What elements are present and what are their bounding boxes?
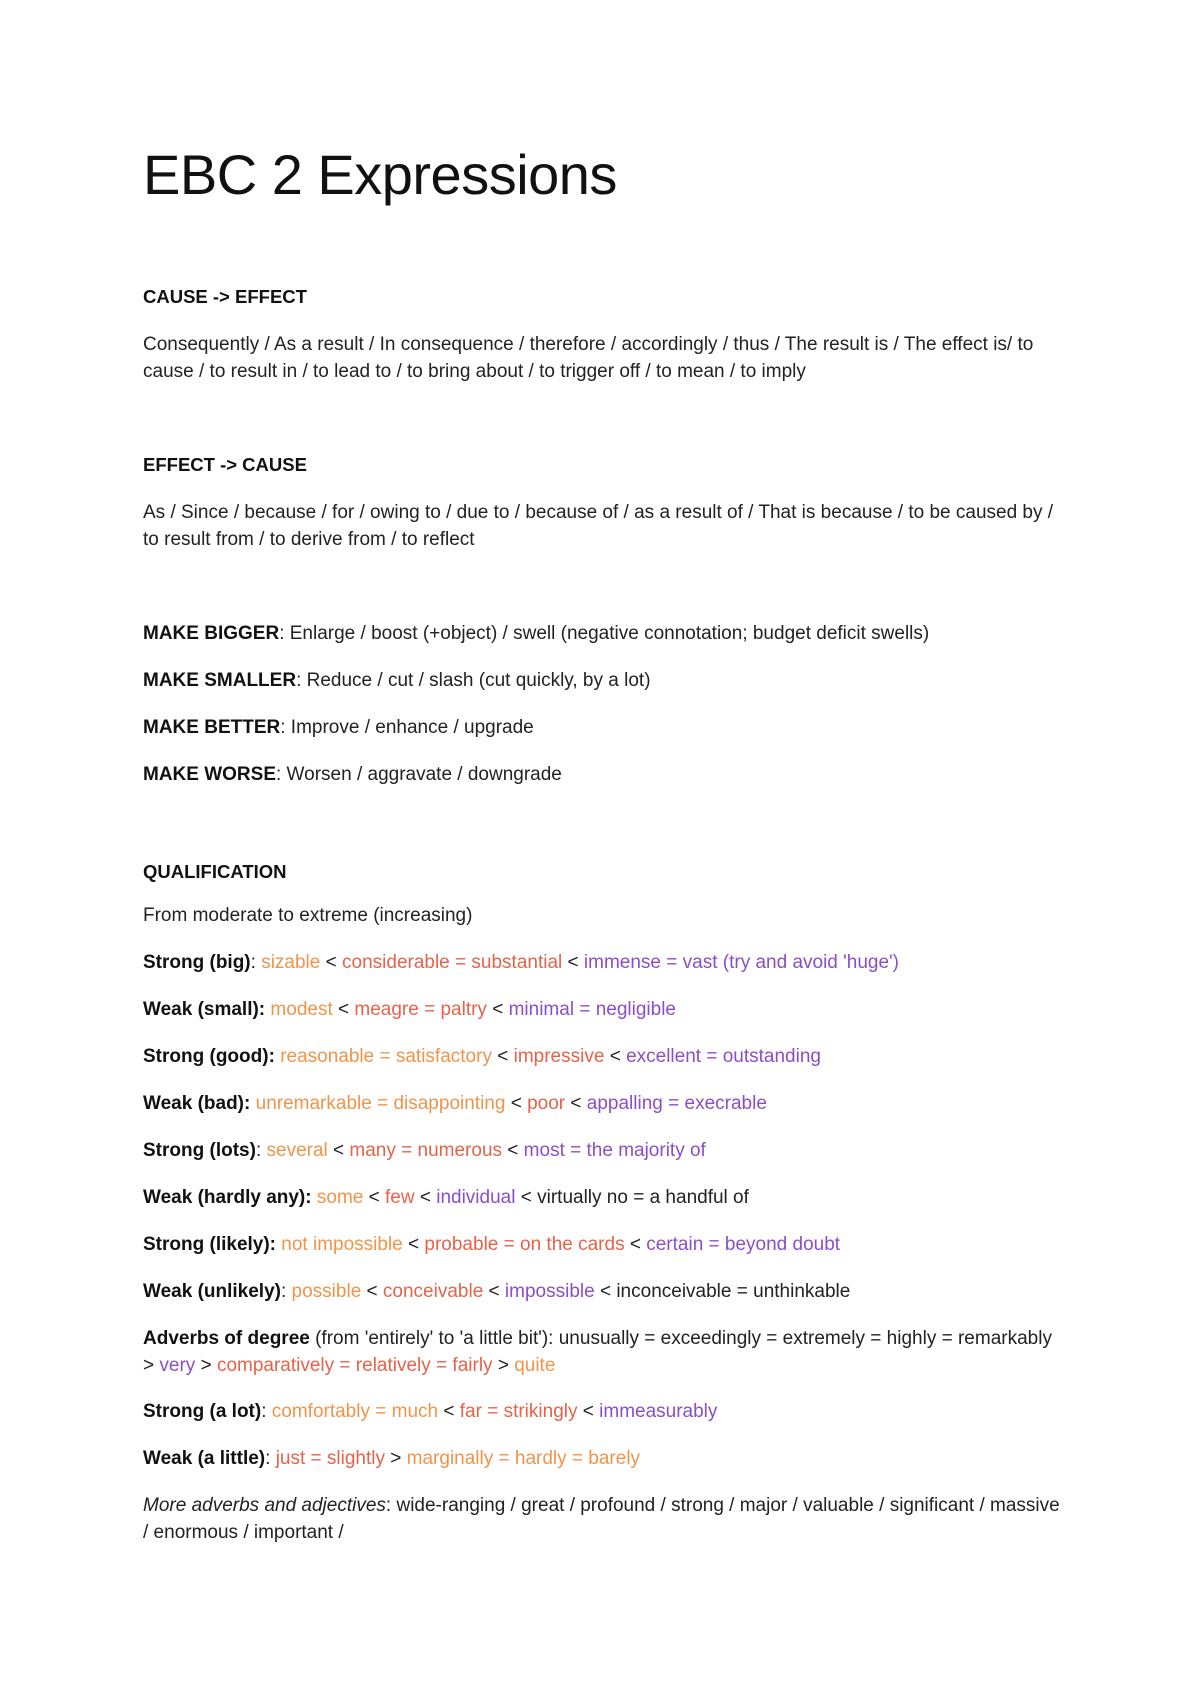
make-smaller-label: MAKE SMALLER — [143, 670, 297, 691]
strong-good-line — [143, 1043, 1063, 1070]
term-medium: just = slightly — [275, 1448, 385, 1469]
term-extreme: individual — [436, 1187, 516, 1208]
term-medium: conceivable — [382, 1281, 484, 1302]
separator: : — [280, 1281, 292, 1302]
make-bigger-label: MAKE BIGGER — [143, 623, 280, 644]
term-extreme: appalling = execrable — [586, 1093, 767, 1114]
strong-likely-line — [143, 1231, 1063, 1258]
more-adverbs-label: More adverbs and adjectives — [143, 1495, 386, 1516]
separator: : — [265, 1448, 276, 1469]
make-worse-line — [143, 761, 1063, 788]
make-bigger-text: : Enlarge / boost (+object) / swell (negative connotation; budget deficit swells) — [279, 623, 930, 644]
strong-lots-line — [143, 1137, 1063, 1164]
weak-a-little-line — [143, 1445, 1063, 1472]
less-than: < — [438, 1401, 460, 1422]
less-than: < — [361, 1281, 383, 1302]
more-adverbs-line — [143, 1492, 1063, 1546]
less-than: < — [562, 952, 584, 973]
make-worse-label: MAKE WORSE — [143, 764, 276, 785]
less-than: < — [577, 1401, 600, 1422]
term-moderate: several — [266, 1140, 328, 1161]
term-moderate: comfortably = much — [271, 1401, 439, 1422]
term-extreme: excellent = outstanding — [626, 1046, 821, 1067]
term-medium: comparatively = relatively = fairly — [216, 1355, 493, 1376]
term-extreme: immense = vast (try and avoid 'huge') — [583, 952, 900, 973]
make-smaller-text: : Reduce / cut / slash (cut quickly, by a lot) — [296, 670, 651, 691]
term-extreme: minimal = negligible — [508, 999, 676, 1020]
weak-bad-label: Weak (bad): — [143, 1093, 251, 1114]
term-moderate: unremarkable = disappointing — [255, 1093, 506, 1114]
less-than: < — [483, 1281, 505, 1302]
weak-small-label: Weak (small): — [143, 999, 266, 1020]
strong-likely-label: Strong (likely): — [143, 1234, 277, 1255]
term-moderate: not impossible — [281, 1234, 403, 1255]
weak-hardly-any-line — [143, 1184, 1063, 1211]
weak-bad-line — [143, 1090, 1063, 1117]
less-than: < — [332, 999, 355, 1020]
less-than: < — [624, 1234, 647, 1255]
separator: : — [250, 952, 262, 973]
term-moderate: marginally = hardly = barely — [406, 1448, 641, 1469]
term-extreme: certain = beyond doubt — [646, 1234, 841, 1255]
less-than: < — [505, 1093, 528, 1114]
term-extreme: impossible — [504, 1281, 595, 1302]
less-than: < — [604, 1046, 627, 1067]
term-moderate: sizable — [261, 952, 321, 973]
less-than: < — [502, 1140, 524, 1161]
more-adverbs-text: : wide-ranging / great / profound / strong / major / valuable / significant / massive / enormous / important / — [143, 1495, 1060, 1543]
term-medium: far = strikingly — [459, 1401, 578, 1422]
effect-cause-heading: EFFECT -> CAUSE — [143, 454, 307, 475]
less-than: < — [327, 1140, 350, 1161]
term-moderate: quite — [514, 1355, 556, 1376]
cause-effect-heading: CAUSE -> EFFECT — [143, 286, 307, 307]
strong-lots-label: Strong (lots) — [143, 1140, 256, 1161]
greater-than: > — [385, 1448, 407, 1469]
term-medium: considerable = substantial — [342, 952, 563, 973]
weak-hardly-any-label: Weak (hardly any): — [143, 1187, 312, 1208]
term-moderate: reasonable = satisfactory — [280, 1046, 492, 1067]
term-extreme: very — [159, 1355, 196, 1376]
term-moderate: modest — [270, 999, 333, 1020]
less-than: < — [414, 1187, 437, 1208]
less-than: < — [320, 952, 343, 973]
make-better-label: MAKE BETTER — [143, 717, 281, 738]
term-medium: impressive — [513, 1046, 605, 1067]
qualification-heading: QUALIFICATION — [143, 861, 287, 882]
adverbs-of-degree-line — [143, 1325, 1063, 1379]
make-smaller-line — [143, 667, 1063, 694]
term-rest: < virtually no = a handful of — [515, 1187, 749, 1208]
strong-a-lot-label: Strong (a lot) — [143, 1401, 262, 1422]
term-medium: meagre = paltry — [354, 999, 487, 1020]
weak-unlikely-line — [143, 1278, 1063, 1305]
term-rest: < inconceivable = unthinkable — [594, 1281, 851, 1302]
less-than: < — [565, 1093, 587, 1114]
qualification-intro: From moderate to extreme (increasing) — [143, 905, 473, 926]
term-extreme: most = the majority of — [523, 1140, 706, 1161]
term-extreme: immeasurably — [599, 1401, 718, 1422]
strong-a-lot-line — [143, 1398, 1063, 1425]
term-medium: poor — [527, 1093, 566, 1114]
term-moderate: some — [316, 1187, 364, 1208]
less-than: < — [486, 999, 509, 1020]
effect-cause-text: As / Since / because / for / owing to / due to / because of / as a result of / That is because / to be caused by / to result from / to derive from / to reflect — [143, 502, 1054, 550]
less-than: < — [491, 1046, 514, 1067]
term-medium: few — [385, 1187, 415, 1208]
separator: : — [261, 1401, 272, 1422]
adverbs-of-degree-label: Adverbs of degree — [143, 1328, 310, 1349]
strong-good-label: Strong (good): — [143, 1046, 275, 1067]
make-better-line — [143, 714, 1063, 741]
greater-than: > — [195, 1355, 217, 1376]
term-medium: probable = on the cards — [424, 1234, 625, 1255]
separator: : — [255, 1140, 267, 1161]
strong-big-label: Strong (big) — [143, 952, 251, 973]
adverbs-text: (from 'entirely' to 'a little bit'): unusually = exceedingly = extremely = highly = remarkably > — [143, 1328, 1052, 1376]
cause-effect-text: Consequently / As a result / In consequence / therefore / accordingly / thus / The result is / The effect is/ to cause / to result in / to lead to / to bring about / to trigger off / to mean / to imply — [143, 334, 1034, 382]
page-title: EBC 2 Expressions — [143, 143, 617, 206]
term-moderate: possible — [291, 1281, 362, 1302]
make-bigger-line — [143, 620, 1063, 647]
weak-unlikely-label: Weak (unlikely) — [143, 1281, 281, 1302]
strong-big-line — [143, 949, 1063, 976]
make-better-text: : Improve / enhance / upgrade — [280, 717, 534, 738]
weak-small-line — [143, 996, 1063, 1023]
make-worse-text: : Worsen / aggravate / downgrade — [276, 764, 562, 785]
greater-than: > — [492, 1355, 515, 1376]
less-than: < — [402, 1234, 425, 1255]
term-medium: many = numerous — [349, 1140, 503, 1161]
weak-a-little-label: Weak (a little) — [143, 1448, 266, 1469]
less-than: < — [363, 1187, 385, 1208]
